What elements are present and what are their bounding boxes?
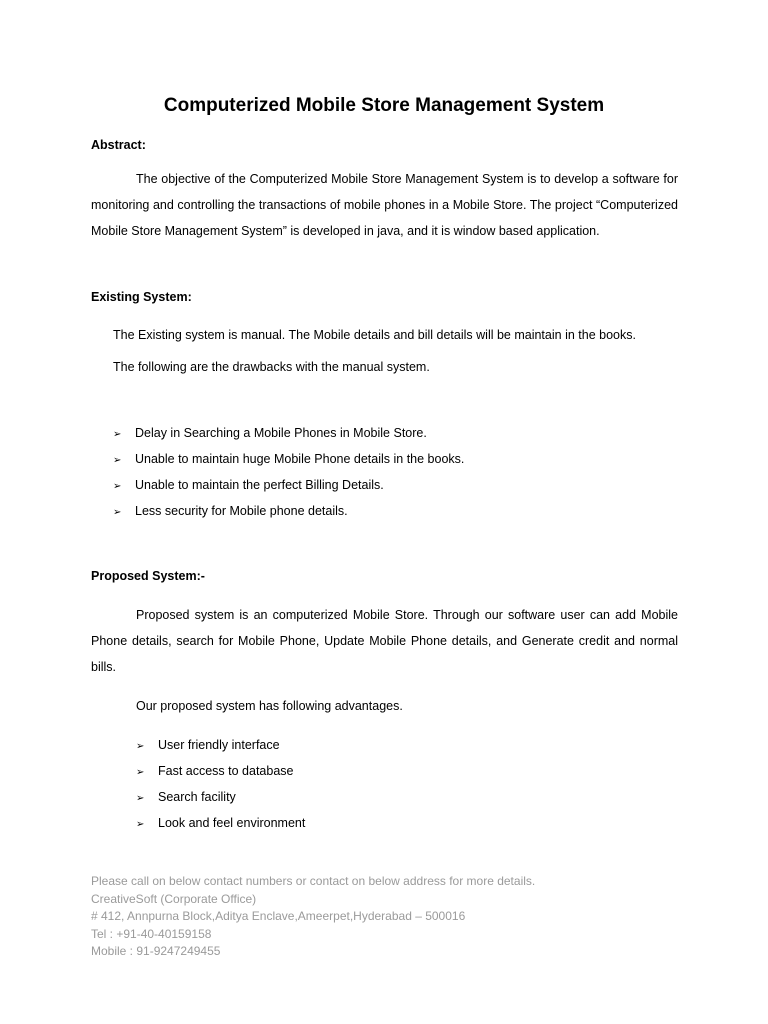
- drawback-text: Delay in Searching a Mobile Phones in Mobile Store.: [135, 426, 427, 440]
- abstract-heading: Abstract:: [91, 138, 146, 152]
- arrow-bullet-icon: ➢: [136, 819, 145, 830]
- existing-system-line-2: The following are the drawbacks with the manual system.: [113, 360, 430, 374]
- arrow-bullet-icon: ➢: [113, 481, 122, 492]
- existing-system-heading: Existing System:: [91, 290, 192, 304]
- drawback-text: Less security for Mobile phone details.: [135, 504, 348, 518]
- abstract-paragraph: [91, 166, 678, 244]
- list-item: [136, 789, 305, 815]
- arrow-bullet-icon: ➢: [136, 741, 145, 752]
- advantage-text: Search facility: [158, 790, 236, 804]
- footer-mobile: Mobile : 91-9247249455: [91, 944, 221, 958]
- drawback-text: Unable to maintain the perfect Billing Details.: [135, 478, 384, 492]
- footer-address: # 412, Annpurna Block,Aditya Enclave,Ameerpet,Hyderabad – 500016: [91, 909, 466, 923]
- arrow-bullet-icon: ➢: [113, 429, 122, 440]
- contact-footer: [91, 873, 535, 961]
- advantage-text: User friendly interface: [158, 738, 280, 752]
- arrow-bullet-icon: ➢: [113, 455, 122, 466]
- footer-telephone: Tel : +91-40-40159158: [91, 926, 212, 941]
- arrow-bullet-icon: ➢: [113, 507, 122, 518]
- list-item: [136, 815, 305, 841]
- list-item: [136, 737, 305, 763]
- list-item: [113, 477, 464, 503]
- advantage-text: Look and feel environment: [158, 816, 306, 830]
- list-item: [113, 503, 464, 529]
- arrow-bullet-icon: ➢: [136, 767, 145, 778]
- list-item: [113, 425, 464, 451]
- proposed-system-paragraph: [91, 602, 678, 680]
- page-title: Computerized Mobile Store Management System: [163, 95, 605, 116]
- drawbacks-list: [113, 425, 464, 529]
- footer-company-name: CreativeSoft (Corporate Office): [91, 891, 257, 906]
- abstract-text: The objective of the Computerized Mobile Store Management System is to develop a software for monitoring and controlling the transactions of mobile phones in a Mobile Store. The project “Computerized Mobile Store Management System” is developed in java, and it is window based application.: [91, 172, 678, 238]
- footer-contact-note: Please call on below contact numbers or contact on below address for more details.: [91, 874, 536, 888]
- proposed-system-heading: Proposed System:-: [91, 569, 205, 583]
- list-item: [113, 451, 464, 477]
- existing-system-line-1: The Existing system is manual. The Mobile details and bill details will be maintain in the books.: [113, 328, 636, 342]
- advantages-intro: Our proposed system has following advantages.: [136, 699, 403, 713]
- proposed-system-text: Proposed system is an computerized Mobile Store. Through our software user can add Mobile Phone details, search for Mobile Phone, Update Mobile Phone details, and Generate credit and normal bills.: [91, 608, 678, 674]
- arrow-bullet-icon: ➢: [136, 793, 145, 804]
- advantages-list: [136, 737, 305, 841]
- drawback-text: Unable to maintain huge Mobile Phone details in the books.: [135, 452, 465, 466]
- advantage-text: Fast access to database: [158, 764, 294, 778]
- list-item: [136, 763, 305, 789]
